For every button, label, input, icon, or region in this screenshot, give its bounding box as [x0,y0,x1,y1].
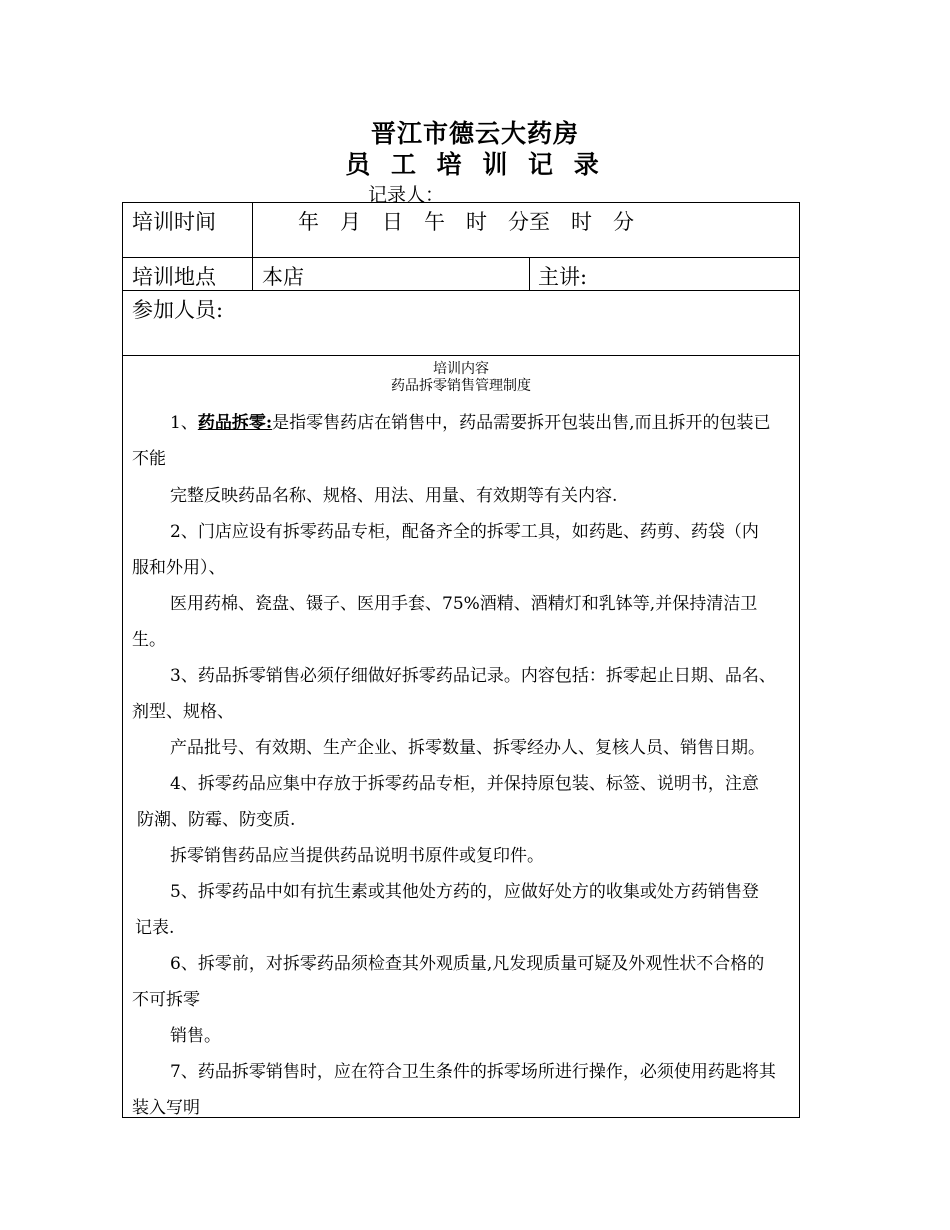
divider-speaker [529,257,530,291]
row-attendees [122,290,800,356]
company-name: 晋江市德云大药房 [370,119,579,148]
document-title: 员 工 培 训 记 录 [345,150,605,179]
content-line: 记表. [135,918,175,938]
place-value: 本店 [262,265,304,289]
content-line: 防潮、防霉、防变质. [137,810,296,830]
content-line: 产品批号、有效期、生产企业、拆零数量、拆零经办人、复核人员、销售日期。 [170,738,765,758]
divider-time-label [252,202,253,291]
content-line: 5、拆零药品中如有抗生素或其他处方药的，应做好处方的收集或处方药销售登 [170,882,759,902]
content-line: 2、门店应设有拆零药品专柜，配备齐全的拆零工具，如药匙、药剪、药袋（内 [170,522,759,542]
attendees-label: 参加人员: [132,298,224,322]
content-line: 销售。 [170,1026,221,1046]
content-title: 药品拆零销售管理制度 [391,378,531,394]
content-line: 生。 [132,630,166,650]
recorder-label: 记录人： [368,184,445,206]
content-line: 服和外用）、 [132,558,226,578]
place-label: 培训地点 [132,265,216,289]
content-line: 不能 [132,449,166,469]
speaker-label: 主讲: [538,265,588,289]
content-label: 培训内容 [433,361,489,377]
content-line: 不可拆零 [132,990,200,1010]
content-line: 6、拆零前，对拆零药品须检查其外观质量,凡发现质量可疑及外观性状不合格的 [170,954,765,974]
content-line: 剂型、规格、 [132,702,234,722]
content-line: 完整反映药品名称、规格、用法、用量、有效期等有关内容. [170,486,618,506]
content-line: 4、拆零药品应集中存放于拆零药品专柜，并保持原包装、标签、说明书，注意 [170,774,759,794]
row-place [122,257,800,291]
content-line: 装入写明 [132,1098,200,1118]
content-line: 1、药品拆零:是指零售药店在销售中，药品需要拆开包装出售,而且拆开的包装已 [170,413,771,433]
content-line: 7、药品拆零销售时，应在符合卫生条件的拆零场所进行操作，必须使用药匙将其 [170,1062,776,1082]
content-line: 拆零销售药品应当提供药品说明书原件或复印件。 [170,846,544,866]
content-line: 3、药品拆零销售必须仔细做好拆零药品记录。内容包括：拆零起止日期、品名、 [170,666,776,686]
time-label: 培训时间 [132,210,216,234]
time-value: 年 月 日 午 时 分至 时 分 [298,210,634,234]
content-line: 医用药棉、瓷盘、镊子、医用手套、75%酒精、酒精灯和乳钵等,并保持清洁卫 [170,594,758,614]
